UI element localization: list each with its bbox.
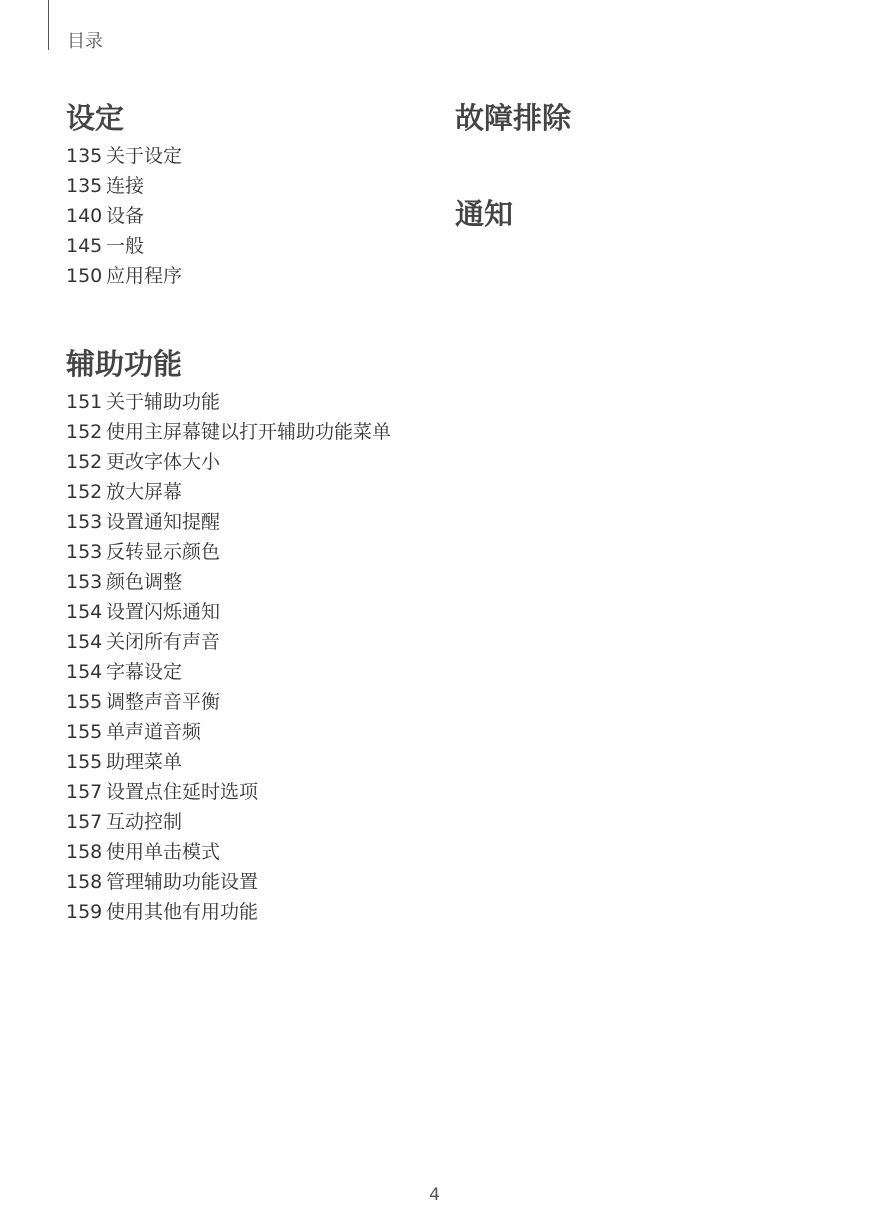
toc-list (66, 390, 406, 924)
toc-entry-label: 一般 (106, 235, 145, 257)
toc-entry-page: 154 (66, 661, 103, 683)
toc-entry[interactable] (66, 720, 406, 744)
toc-entry-label: 关于设定 (106, 145, 183, 167)
toc-entry-page: 158 (66, 841, 103, 863)
toc-entry-page: 155 (66, 721, 103, 743)
toc-entry[interactable] (66, 144, 406, 168)
toc-entry[interactable] (66, 420, 406, 444)
toc-entry-page: 140 (66, 205, 103, 227)
toc-section-troubleshooting (455, 100, 795, 136)
toc-entry-page: 155 (66, 691, 103, 713)
toc-entry[interactable] (66, 660, 406, 684)
toc-entry-label: 字幕设定 (106, 661, 183, 683)
toc-entry-label: 颜色调整 (106, 571, 183, 593)
toc-entry-label: 单声道音频 (106, 721, 202, 743)
toc-entry-page: 151 (66, 391, 103, 413)
toc-entry[interactable] (66, 870, 406, 894)
toc-entry-label: 管理辅助功能设置 (106, 871, 259, 893)
toc-entry-label: 使用主屏幕键以打开辅助功能菜单 (106, 421, 392, 443)
toc-entry-label: 连接 (106, 175, 145, 197)
toc-entry-label: 关闭所有声音 (106, 631, 221, 653)
section-title[interactable]: 设定 (66, 101, 125, 135)
section-title[interactable]: 故障排除 (455, 101, 572, 135)
toc-section-notice (455, 196, 795, 232)
toc-entry-label: 助理菜单 (106, 751, 183, 773)
toc-entry-label: 应用程序 (106, 265, 183, 287)
toc-entry-page: 154 (66, 631, 103, 653)
toc-entry-page: 157 (66, 781, 103, 803)
toc-entry-label: 使用其他有用功能 (106, 901, 259, 923)
toc-entry[interactable] (66, 264, 406, 288)
toc-entry-page: 153 (66, 541, 103, 563)
toc-entry-page: 145 (66, 235, 103, 257)
toc-entry[interactable] (66, 234, 406, 258)
toc-entry-label: 设置闪烁通知 (106, 601, 221, 623)
toc-entry-page: 159 (66, 901, 103, 923)
header-rule (48, 0, 49, 50)
toc-entry[interactable] (66, 810, 406, 834)
toc-entry-label: 调整声音平衡 (106, 691, 221, 713)
toc-entry[interactable] (66, 204, 406, 228)
section-title[interactable]: 通知 (455, 197, 514, 231)
toc-list (66, 144, 406, 288)
toc-entry-page: 155 (66, 751, 103, 773)
toc-entry[interactable] (66, 570, 406, 594)
toc-entry-label: 反转显示颜色 (106, 541, 221, 563)
toc-entry-page: 135 (66, 175, 103, 197)
toc-entry-label: 互动控制 (106, 811, 183, 833)
toc-entry[interactable] (66, 510, 406, 534)
toc-entry[interactable] (66, 600, 406, 624)
toc-entry[interactable] (66, 750, 406, 774)
toc-entry-label: 关于辅助功能 (106, 391, 221, 413)
toc-entry-label: 设备 (106, 205, 145, 227)
toc-entry[interactable] (66, 174, 406, 198)
toc-entry-page: 152 (66, 421, 103, 443)
toc-entry-page: 135 (66, 145, 103, 167)
running-header: 目录 (67, 31, 103, 52)
toc-entry-page: 158 (66, 871, 103, 893)
toc-entry-page: 152 (66, 451, 103, 473)
toc-entry-label: 放大屏幕 (106, 481, 183, 503)
toc-entry-page: 150 (66, 265, 103, 287)
page-number: 4 (429, 1185, 440, 1205)
toc-entry[interactable] (66, 780, 406, 804)
toc-entry[interactable] (66, 630, 406, 654)
toc-entry-label: 设置通知提醒 (106, 511, 221, 533)
toc-section-settings (66, 100, 406, 294)
toc-entry[interactable] (66, 450, 406, 474)
toc-entry[interactable] (66, 540, 406, 564)
toc-entry-page: 153 (66, 571, 103, 593)
toc-section-accessibility (66, 346, 406, 930)
toc-entry-page: 153 (66, 511, 103, 533)
toc-entry-page: 152 (66, 481, 103, 503)
toc-entry[interactable] (66, 390, 406, 414)
toc-entry-label: 设置点住延时选项 (106, 781, 259, 803)
toc-entry-page: 154 (66, 601, 103, 623)
toc-entry[interactable] (66, 480, 406, 504)
toc-entry[interactable] (66, 900, 406, 924)
section-title[interactable]: 辅助功能 (66, 347, 183, 381)
toc-entry-label: 更改字体大小 (106, 451, 221, 473)
toc-entry-label: 使用单击模式 (106, 841, 221, 863)
toc-entry[interactable] (66, 840, 406, 864)
toc-entry-page: 157 (66, 811, 103, 833)
toc-entry[interactable] (66, 690, 406, 714)
